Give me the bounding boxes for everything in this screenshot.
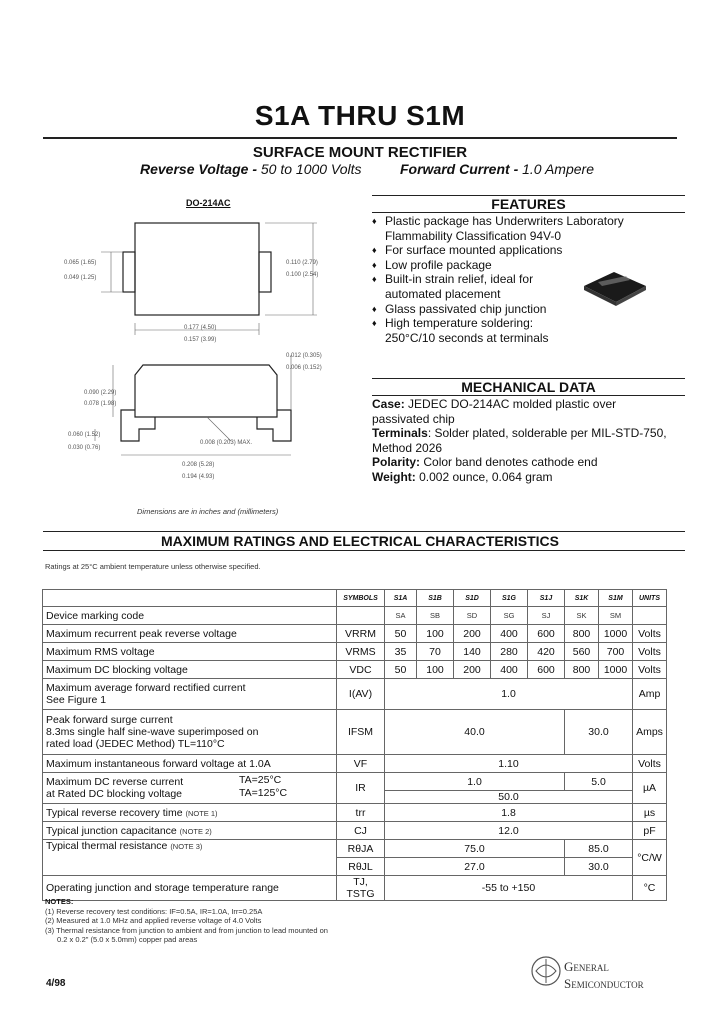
- dim-label: 0.049 (1.25): [64, 275, 97, 281]
- table-header-row: [43, 590, 667, 607]
- table-row: Typical thermal resistance (NOTE 3) RθJA 75.0 85.0 °C/W: [43, 840, 667, 858]
- notes-block: NOTES: (1) Reverse recovery test conditions: IF=0.5A, IR=1.0A, Irr=0.25A (2) Measured at 1.0 MHz and applied reverse voltage of 4.0 Volts (3) Thermal resistance from junction to ambient and from junction to lead mounted on 0.2 x 0.2" (5.0 x 5.0mm) copper pad areas: [45, 897, 328, 945]
- column-header: S1A: [385, 590, 417, 607]
- ratings-heading: MAXIMUM RATINGS AND ELECTRICAL CHARACTERISTICS: [161, 533, 559, 549]
- table-row: Maximum average forward rectified current See Figure 1 I(AV) 1.0 Amp: [43, 679, 667, 710]
- dim-label: 0.078 (1.98): [84, 401, 117, 407]
- ratings-rule-top: [43, 531, 685, 532]
- mechanical-heading: MECHANICAL DATA: [461, 379, 596, 395]
- column-header: S1G: [491, 590, 528, 607]
- dim-label: 0.008 (0.203) MAX.: [200, 440, 253, 446]
- table-row: Typical reverse recovery time (NOTE 1) trr 1.8 µs: [43, 804, 667, 822]
- feature-item: ♦ High temperature soldering: 250°C/10 seconds at terminals: [372, 316, 549, 345]
- reverse-voltage-spec: [140, 161, 362, 177]
- reverse-voltage-label: Reverse Voltage -: [140, 161, 257, 177]
- table-row: RθJL 27.0 30.0: [43, 858, 667, 876]
- table-row: Maximum recurrent peak reverse voltage VRRM 50 100 200 400 600 800 1000 Volts: [43, 625, 667, 643]
- mechanical-rule-bottom: [372, 395, 685, 396]
- package-name: DO-214AC: [186, 198, 231, 208]
- dim-label: 0.090 (2.29): [84, 390, 117, 396]
- features-heading: FEATURES: [491, 196, 566, 212]
- table-row: 50.0: [43, 791, 667, 804]
- features-rule-bottom: [372, 212, 685, 213]
- mech-weight: Weight: 0.002 ounce, 0.064 gram: [372, 469, 553, 484]
- dim-label: 0.030 (0.76): [68, 445, 101, 451]
- dim-label: 0.194 (4.93): [182, 474, 215, 480]
- column-header: SYMBOLS: [337, 590, 385, 607]
- forward-current-value: 1.0 Ampere: [522, 161, 594, 177]
- characteristics-table: [42, 589, 667, 901]
- ratings-rule-bottom: [43, 550, 685, 551]
- dim-label: 0.012 (0.305): [286, 353, 322, 359]
- table-row: Maximum DC blocking voltage VDC 50 100 200 400 600 800 1000 Volts: [43, 661, 667, 679]
- mech-case: Case: JEDEC DO-214AC molded plastic over passivated chip: [372, 397, 617, 426]
- dim-label: 0.006 (0.152): [286, 365, 322, 371]
- revision-date: 4/98: [46, 978, 66, 989]
- column-header: S1J: [528, 590, 565, 607]
- dim-label: 0.100 (2.54): [286, 272, 319, 278]
- ratings-note: Ratings at 25°C ambient temperature unless otherwise specified.: [45, 562, 261, 571]
- document-subtitle: SURFACE MOUNT RECTIFIER: [252, 144, 468, 161]
- package-photo: [580, 266, 650, 308]
- dim-label: 0.065 (1.65): [64, 260, 97, 266]
- column-header: S1M: [599, 590, 633, 607]
- feature-item: ♦ Low profile package: [372, 257, 492, 272]
- forward-current-spec: [400, 161, 594, 177]
- feature-item: ♦ Glass passivated chip junction: [372, 301, 547, 316]
- forward-current-label: Forward Current -: [400, 161, 519, 177]
- reverse-voltage-value: 50 to 1000 Volts: [260, 161, 362, 177]
- mech-polarity: Polarity: Color band denotes cathode end: [372, 455, 598, 470]
- dim-label: 0.157 (3.99): [184, 337, 217, 343]
- feature-item: ♦ Built-in strain relief, ideal for automated placement: [372, 272, 534, 301]
- dim-label: 0.060 (1.52): [68, 432, 101, 438]
- dim-label: 0.110 (2.79): [286, 260, 318, 266]
- table-row: Maximum DC reverse current at Rated DC blocking voltage TA=25°C TA=125°C IR 1.0 5.0 µA: [43, 773, 667, 791]
- feature-item: ♦ For surface mounted applications: [372, 243, 563, 258]
- dim-label: 0.208 (5.28): [182, 462, 215, 468]
- title-rule: [43, 137, 677, 139]
- table-row: Device marking code SA SB SD SG SJ SK SM: [43, 607, 667, 625]
- column-header: S1D: [454, 590, 491, 607]
- feature-item: ♦ Plastic package has Underwriters Laboratory Flammability Classification 94V-0: [372, 214, 624, 243]
- table-row: Typical junction capacitance (NOTE 2) CJ 12.0 pF: [43, 822, 667, 840]
- column-header: S1K: [565, 590, 599, 607]
- company-logo-icon: [530, 955, 562, 987]
- mech-terminals: Terminals: Solder plated, solderable per MIL-STD-750, Method 2026: [372, 426, 667, 455]
- mechanical-data: [372, 397, 682, 485]
- document-title: S1A THRU S1M: [254, 100, 466, 131]
- column-header: S1B: [417, 590, 454, 607]
- table-row: Maximum RMS voltage VRMS 35 70 140 280 420 560 700 Volts: [43, 643, 667, 661]
- table-row: Peak forward surge current 8.3ms single half sine-wave superimposed on rated load (JEDEC Method) TL=110°C IFSM 40.0 30.0 Amps: [43, 710, 667, 755]
- dimensions-note: Dimensions are in inches and (millimeters): [137, 507, 279, 516]
- company-name: General Semiconductor: [564, 959, 644, 991]
- column-header: UNITS: [633, 590, 667, 607]
- table-row: Operating junction and storage temperature range TJ, TSTG -55 to +150 °C: [43, 876, 667, 901]
- dim-label: 0.177 (4.50): [184, 325, 217, 331]
- table-row: Maximum instantaneous forward voltage at 1.0A VF 1.10 Volts: [43, 755, 667, 773]
